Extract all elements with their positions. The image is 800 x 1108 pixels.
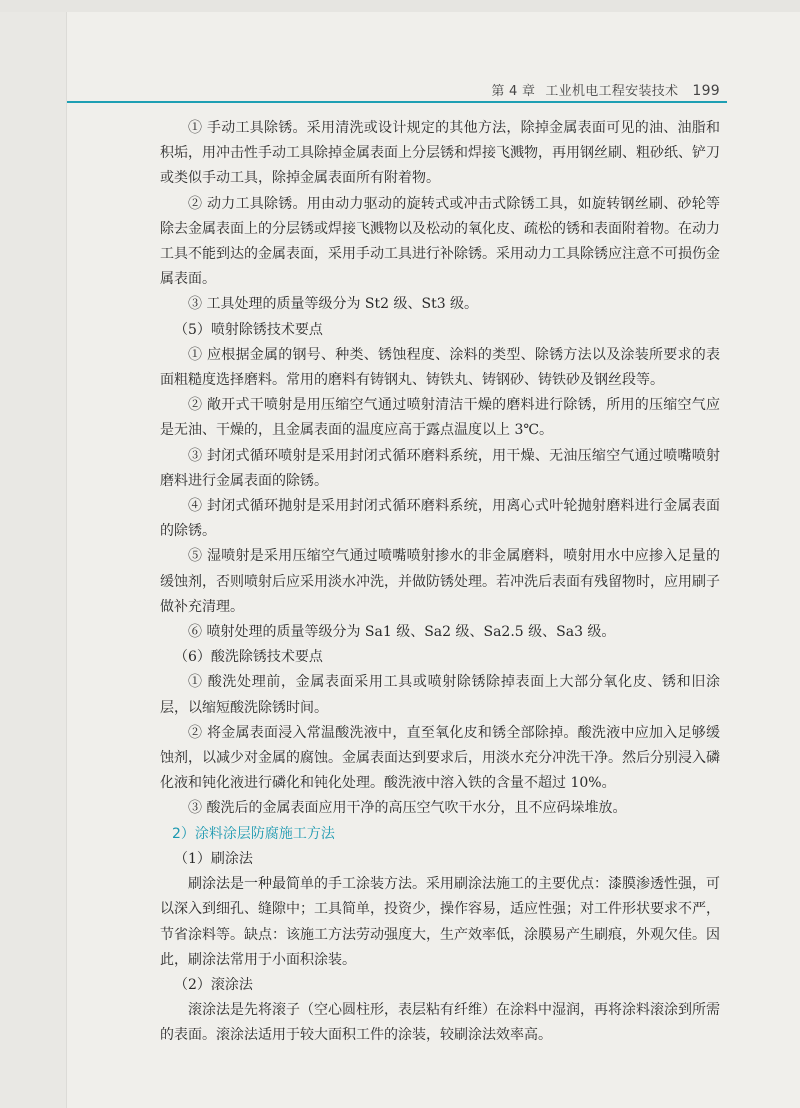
scan-margin-band <box>0 0 66 1108</box>
paragraph-wet-blasting: ⑤ 湿喷射是采用压缩空气通过喷嘴喷射掺水的非金属磨料，喷射用水中应掺入足量的缓蚀剂，否则喷射后应采用淡水冲洗，并做防锈处理。若冲洗后表面有残留物时，应用刷子做补充清理。 <box>160 548 720 615</box>
paragraph-blast-quality-grade: ⑥ 喷射处理的质量等级分为 Sa1 级、Sa2 级、Sa2.5 级、Sa3 级。 <box>188 624 616 641</box>
subheading-brushing: （1）刷涂法 <box>174 850 253 867</box>
header-text <box>491 80 720 99</box>
paragraph-closed-cycle-shot: ④ 封闭式循环抛射是采用封闭式循环磨料系统，用离心式叶轮抛射磨料进行金属表面的除锈。 <box>160 498 720 540</box>
chapter-label: 第 4 章 <box>491 84 536 99</box>
subheading-blast-cleaning: （5）喷射除锈技术要点 <box>174 321 323 338</box>
scan-margin-line <box>66 0 67 1108</box>
paragraph-brushing: 刷涂法是一种最简单的手工涂装方法。采用刷涂法施工的主要优点：漆膜渗透性强，可以深入到细孔、缝隙中；工具简单，投资少，操作容易，适应性强；对工件形状要求不严，节省涂料等。缺点：该施工方法劳动强度大，生产效率低，涂膜易产生刷痕，外观欠佳。因此，刷涂法常用于小面积涂装。 <box>160 876 720 968</box>
running-header <box>0 0 800 110</box>
header-rule <box>67 101 727 103</box>
paragraph-pre-pickling: ① 酸洗处理前，金属表面采用工具或喷射除锈除掉表面上大部分氧化皮、锈和旧涂层，以缩短酸洗除锈时间。 <box>160 674 720 716</box>
subheading-rolling: （2）滚涂法 <box>174 976 253 993</box>
section-heading-coating-methods: 2）涂料涂层防腐施工方法 <box>172 825 335 842</box>
body-text <box>160 116 720 1049</box>
paragraph-open-dry-blasting: ② 敞开式干喷射是用压缩空气通过喷射清洁干燥的磨料进行除锈，所用的压缩空气应是无油、干燥的，且金属表面的温度应高于露点温度以上 3℃。 <box>160 397 720 439</box>
paragraph-manual-tool-rust-removal: ① 手动工具除锈。采用清洗或设计规定的其他方法，除掉金属表面可见的油、油脂和积垢，用冲击性手动工具除掉金属表面上分层锈和焊接飞溅物，再用钢丝刷、粗砂纸、铲刀或类似手动工具，除掉金属表面所有附着物。 <box>160 120 720 187</box>
paragraph-tool-quality-grade: ③ 工具处理的质量等级分为 St2 级、St3 级。 <box>188 296 479 313</box>
paragraph-post-pickling: ③ 酸洗后的金属表面应用干净的高压空气吹干水分，且不应码垛堆放。 <box>188 800 627 817</box>
subheading-pickling: （6）酸洗除锈技术要点 <box>174 649 323 666</box>
paragraph-pickling-process: ② 将金属表面浸入常温酸洗液中，直至氧化皮和锈全部除掉。酸洗液中应加入足够缓蚀剂，以减少对金属的腐蚀。金属表面达到要求后，用淡水充分冲洗干净。然后分别浸入磷化液和钝化液进行磷化和钝化处理。酸洗液中溶入铁的含量不超过 10%。 <box>160 724 720 792</box>
paragraph-power-tool-rust-removal: ② 动力工具除锈。用由动力驱动的旋转式或冲击式除锈工具，如旋转钢丝刷、砂轮等除去金属表面上的分层锈或焊接飞溅物以及松动的氧化皮、疏松的锈和表面附着物。在动力工具不能到达的金属表面，采用手动工具进行补除锈。采用动力工具除锈应注意不可损伤金属表面。 <box>160 195 720 288</box>
paragraph-closed-cycle-blasting: ③ 封闭式循环喷射是采用封闭式循环磨料系统，用干燥、无油压缩空气通过喷嘴喷射磨料进行金属表面的除锈。 <box>160 447 720 489</box>
paragraph-abrasive-selection: ① 应根据金属的钢号、种类、锈蚀程度、涂料的类型、除锈方法以及涂装所要求的表面粗糙度选择磨料。常用的磨料有铸钢丸、铸铁丸、铸钢砂、铸铁砂及钢丝段等。 <box>160 346 720 389</box>
page-number: 199 <box>692 83 720 99</box>
chapter-title: 工业机电工程安装技术 <box>545 84 679 99</box>
paragraph-rolling: 滚涂法是先将滚子（空心圆柱形，表层粘有纤维）在涂料中湿润，再将涂料滚涂到所需的表面。滚涂法适用于较大面积工件的涂装，较刷涂法效率高。 <box>160 1002 720 1044</box>
